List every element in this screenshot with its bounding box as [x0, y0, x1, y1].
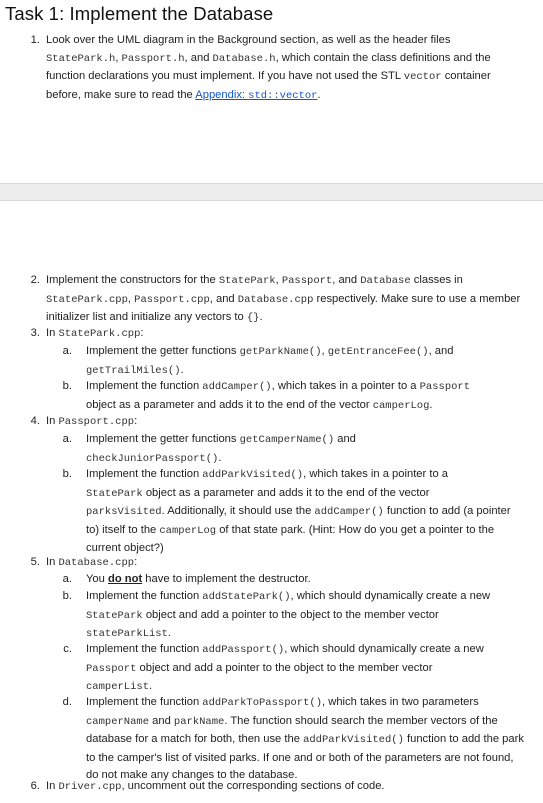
step-1-text: Look over the UML diagram in the Background section, as well as the header files StatePark.h, Passport.h, and Database.h, which contain the class definitions and the function declarations you must implement. If you have not used the STL vector container before, make sure to read the Appendix: std::vector. — [46, 34, 491, 102]
step-2-text: Implement the constructors for the StatePark, Passport, and Database classes in StatePark.cpp, Passport.cpp, and Database.cpp respectively. Make sure to use a member initializer list and initialize any vectors to {}. — [46, 274, 521, 325]
step-5d-text: Implement the function addParkToPassport(), which takes in two parameters camperName and parkName. The function should search the member vectors of the database for a match for both, then use the addParkVisited() function to add the park to the camper's list of visited parks. If one and or both of the parameters are not found, do not make any changes to the database. — [86, 696, 524, 782]
step-5b-letter: b. — [62, 590, 72, 602]
page-break — [0, 183, 543, 201]
document-page-top — [0, 0, 543, 183]
step-1-number: 1. — [30, 34, 40, 46]
step-4a-letter: a. — [62, 433, 72, 445]
step-5c-text: Implement the function addPassport(), which should dynamically create a new Passport object and add a pointer to the object to the member vector camperList. — [86, 643, 484, 694]
step-5c-letter: c. — [63, 643, 72, 655]
task-title: Task 1: Implement the Database — [5, 3, 274, 24]
emphasis-do-not: do not — [108, 573, 143, 585]
step-3a-text: Implement the getter functions getParkName(), getEntranceFee(), and getTrailMiles(). — [86, 345, 454, 377]
step-3b-letter: b. — [62, 380, 72, 392]
step-3b-text: Implement the function addCamper(), which takes in a pointer to a Passport object as a parameter and adds it to the end of the vector camperLog. — [86, 380, 471, 412]
step-5b-text: Implement the function addStatePark(), which should dynamically create a new StatePark object and add a pointer to the object to the member vector stateParkList. — [86, 590, 491, 641]
step-4a-text: Implement the getter functions getCamperName() and checkJuniorPassport(). — [86, 433, 356, 465]
step-6-number: 6. — [30, 780, 40, 792]
step-5d-letter: d. — [62, 696, 72, 708]
step-4b-letter: b. — [62, 468, 72, 480]
step-3a-letter: a. — [62, 345, 72, 357]
step-6-text: In Driver.cpp, uncomment out the corresponding sections of code. — [46, 780, 385, 793]
step-5a-text: You do not have to implement the destructor. — [86, 573, 311, 585]
appendix-link[interactable]: Appendix: std::vector — [195, 88, 318, 102]
step-4-text: In Passport.cpp: — [46, 415, 138, 428]
step-4b-text: Implement the function addParkVisited(), which takes in a pointer to a StatePark object as a parameter and adds it to the end of the vector parksVisited. Additionally, it should use the addCamper() function to add (a pointer to) itself to the camperLog of that state park. (Hint: How do you get a pointer to the current object?) — [86, 468, 511, 555]
step-3-text: In StatePark.cpp: — [46, 327, 144, 340]
step-3-number: 3. — [30, 327, 40, 339]
step-4-number: 4. — [30, 415, 40, 427]
step-5-text: In Database.cpp: — [46, 556, 138, 569]
step-5a-letter: a. — [62, 573, 72, 585]
document-page-bottom — [0, 200, 543, 803]
step-5-number: 5. — [30, 556, 40, 568]
step-2-number: 2. — [30, 274, 40, 286]
